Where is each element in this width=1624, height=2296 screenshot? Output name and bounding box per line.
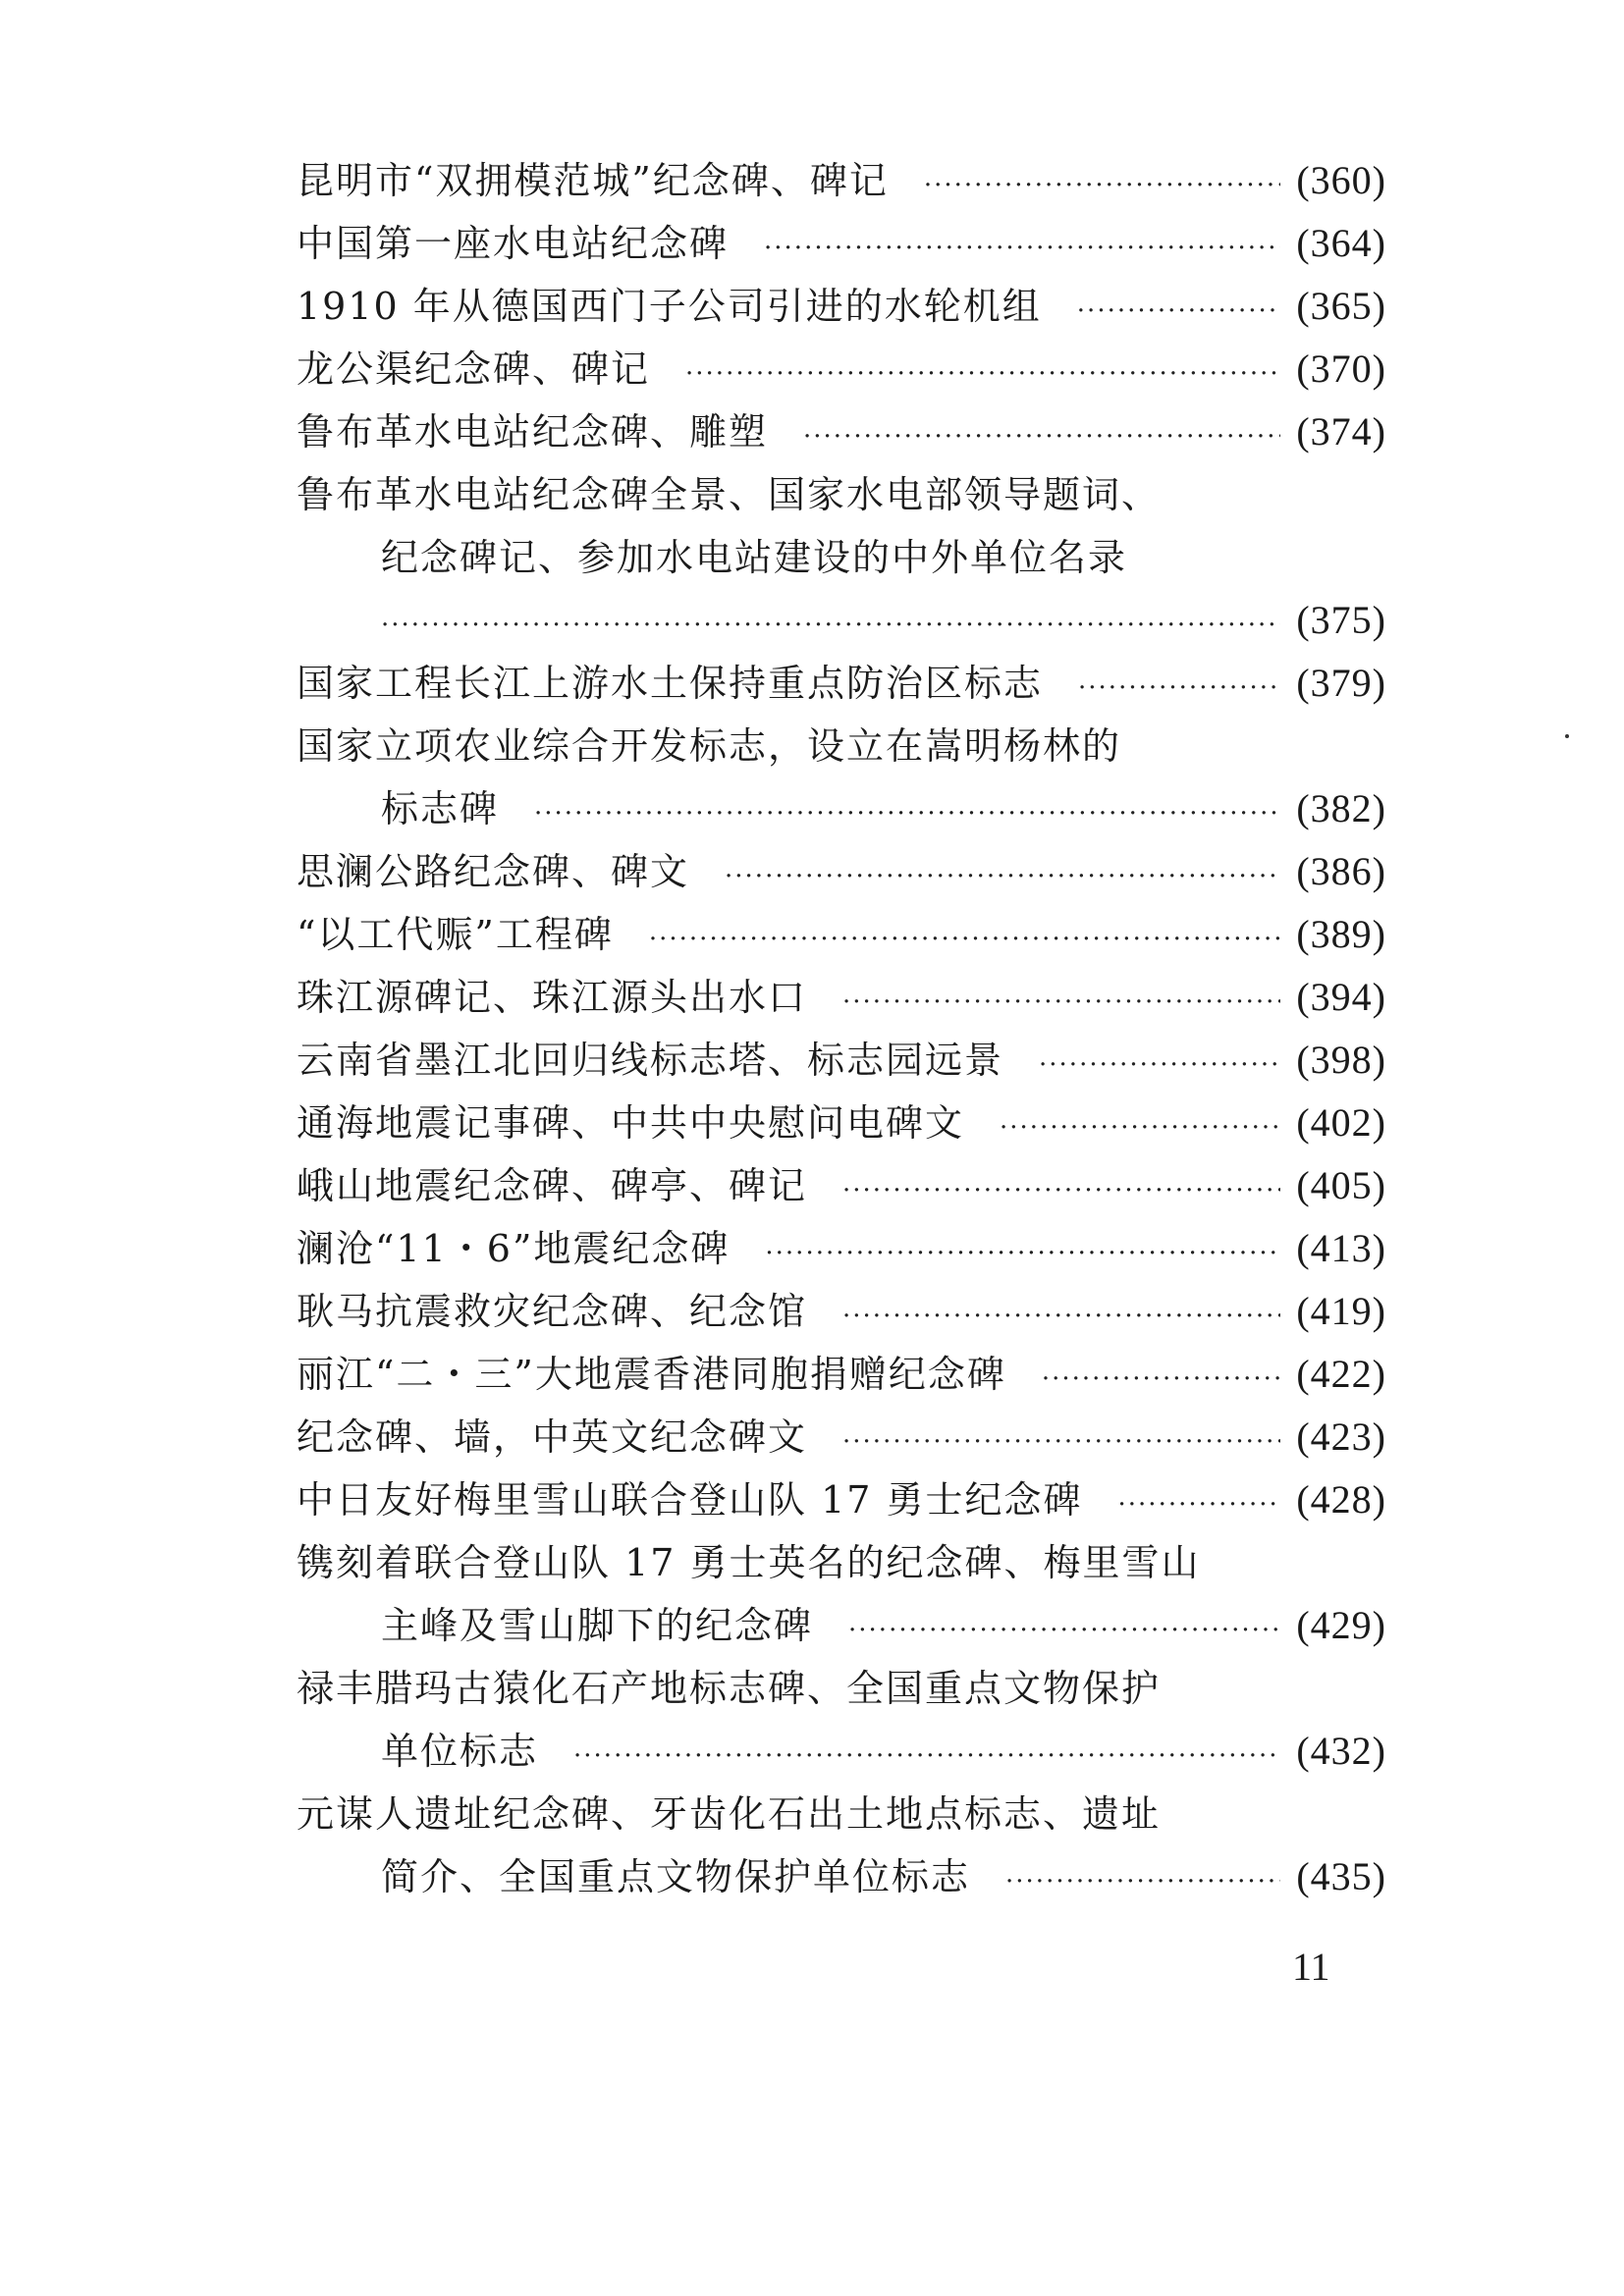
toc-entry-line-last [297,1092,1386,1154]
entry-title-text: 昆明市“双拥模范城”纪念碑、碑记 [297,159,889,202]
entry-page-number: (398) [1296,1038,1386,1082]
dot-leader [381,594,1280,657]
entry-page-number: (429) [1296,1603,1386,1647]
entry-page-number: (394) [1296,975,1386,1019]
entry-title-text: 单位标志 [381,1730,539,1773]
toc-entry [297,715,1386,840]
dot-leader [534,782,1280,845]
toc-entry [297,903,1386,966]
toc-entry [297,1154,1386,1217]
entry-page-number: (428) [1296,1477,1386,1522]
entry-page-number: (374) [1296,409,1386,454]
dot-leader [842,1411,1280,1473]
toc-entry [297,400,1386,463]
entry-title-text: 通海地震记事碑、中共中央慰问电碑文 [297,1101,965,1145]
entry-title-text: 简介、全国重点文物保护单位标志 [381,1855,971,1898]
toc-entry [297,1217,1386,1280]
entry-title-text: 国家立项农业综合开发标志，设立在嵩明杨林的 [297,724,1122,768]
entry-page-number: (419) [1296,1289,1386,1333]
entry-title-text: 镌刻着联合登山队 17 勇士英名的纪念碑、梅里雪山 [297,1541,1201,1584]
entry-title-text: 纪念碑记、参加水电站建设的中外单位名录 [381,536,1128,579]
entry-title-text: 主峰及雪山脚下的纪念碑 [381,1604,814,1647]
entry-page-number: (423) [1296,1415,1386,1459]
toc-entry-line-last [297,400,1386,463]
entry-title-text: 峨山地震纪念碑、碑亭、碑记 [297,1164,808,1207]
toc-entry-line-last [297,1845,1386,1908]
entry-title-text: 国家工程长江上游水土保持重点防治区标志 [297,662,1044,705]
toc-entry-line-last [297,1468,1386,1531]
entry-page-number: (432) [1296,1729,1386,1773]
dot-leader [1005,1850,1280,1913]
toc-entry-line [297,1657,1386,1720]
toc-entry-line-last [297,1154,1386,1217]
toc-entry-line [297,1783,1386,1845]
toc-entry-line-last [297,275,1386,338]
dot-leader [848,1599,1280,1662]
table-of-contents [297,149,1386,1908]
dot-leader [924,154,1281,217]
toc-entry-line-last [297,338,1386,400]
entry-title-text: 1910 年从德国西门子公司引进的水轮机组 [297,285,1042,328]
toc-entry [297,212,1386,275]
toc-entry-line-last [297,1343,1386,1406]
toc-entry [297,1531,1386,1657]
entry-title-text: 标志碑 [381,787,500,830]
entry-page-number: (370) [1296,347,1386,391]
entry-title-text: 龙公渠纪念碑、碑记 [297,347,651,391]
entry-page-number: (413) [1296,1226,1386,1270]
toc-entry [297,463,1386,652]
toc-entry [297,1783,1386,1908]
entry-page-number: (375) [1296,598,1386,642]
toc-entry [297,1029,1386,1092]
entry-title-text: 元谋人遗址纪念碑、牙齿化石出土地点标志、遗址 [297,1792,1162,1836]
entry-page-number: (364) [1296,221,1386,265]
dot-leader [1077,280,1281,343]
toc-entry [297,966,1386,1029]
entry-page-number: (386) [1296,849,1386,893]
dot-leader [842,1285,1280,1348]
toc-entry-line-last [297,652,1386,715]
toc-entry [297,652,1386,715]
toc-entry-line-last [297,1280,1386,1343]
toc-entry-line [297,463,1386,526]
dot-leader [842,971,1280,1034]
toc-entry [297,275,1386,338]
toc-entry-line-last [297,1029,1386,1092]
entry-title-text: 耿马抗震救灾纪念碑、纪念馆 [297,1290,808,1333]
dot-leader [649,908,1281,971]
toc-entry-line-last [297,1594,1386,1657]
entry-title-text: 禄丰腊玛古猿化石产地标志碑、全国重点文物保护 [297,1667,1162,1710]
dot-leader [685,343,1280,405]
toc-entry [297,1343,1386,1406]
entry-title-text: 鲁布革水电站纪念碑全景、国家水电部领导题词、 [297,473,1162,516]
entry-title-text: 云南省墨江北回归线标志塔、标志园远景 [297,1039,1004,1082]
dot-leader [764,217,1280,280]
entry-title-text: 中日友好梅里雪山联合登山队 17 勇士纪念碑 [297,1478,1083,1522]
entry-page-number: (402) [1296,1100,1386,1145]
toc-entry-line-last [297,1720,1386,1783]
entry-title-text: 鲁布革水电站纪念碑、雕塑 [297,410,769,454]
entry-page-number: (389) [1296,912,1386,956]
entry-title-text: “以工代赈”工程碑 [297,913,614,956]
toc-entry-line [297,715,1386,777]
toc-entry [297,1092,1386,1154]
dot-leader [803,405,1280,468]
toc-entry [297,840,1386,903]
page-number: 11 [1292,1945,1330,1989]
scan-speck [1565,734,1569,738]
toc-entry-line-last [297,840,1386,903]
toc-entry-line-last [297,1406,1386,1468]
toc-entry-line [297,1531,1386,1594]
dot-leader [573,1725,1280,1788]
toc-entry-line-last [297,212,1386,275]
toc-entry-line-last [297,1217,1386,1280]
toc-entry-line-last [297,903,1386,966]
toc-entry [297,1280,1386,1343]
entry-page-number: (435) [1296,1854,1386,1898]
entry-title-text: 珠江源碑记、珠江源头出水口 [297,976,808,1019]
entry-title-text: 中国第一座水电站纪念碑 [297,222,730,265]
toc-entry-line-last [297,777,1386,840]
toc-entry-line-last [297,589,1386,652]
entry-page-number: (379) [1296,661,1386,705]
entry-page-number: (365) [1296,284,1386,328]
toc-entry [297,1468,1386,1531]
toc-entry [297,1406,1386,1468]
dot-leader [1000,1096,1280,1159]
entry-title-text: 澜沧“11・6”地震纪念碑 [297,1227,731,1270]
entry-page-number: (360) [1296,158,1386,202]
entry-page-number: (382) [1296,786,1386,830]
toc-entry-line-last [297,149,1386,212]
dot-leader [765,1222,1280,1285]
toc-entry-line [297,526,1386,589]
dot-leader [1118,1473,1281,1536]
entry-title-text: 丽江“二・三”大地震香港同胞捐赠纪念碑 [297,1353,1006,1396]
dot-leader [1078,657,1280,720]
toc-entry [297,149,1386,212]
toc-entry [297,1657,1386,1783]
dot-leader [842,1159,1280,1222]
entry-title-text: 思澜公路纪念碑、碑文 [297,850,690,893]
dot-leader [1039,1034,1280,1096]
entry-page-number: (422) [1296,1352,1386,1396]
dot-leader [725,845,1280,908]
entry-page-number: (405) [1296,1163,1386,1207]
dot-leader [1042,1348,1281,1411]
entry-title-text: 纪念碑、墙，中英文纪念碑文 [297,1415,808,1459]
toc-entry-line-last [297,966,1386,1029]
toc-entry [297,338,1386,400]
